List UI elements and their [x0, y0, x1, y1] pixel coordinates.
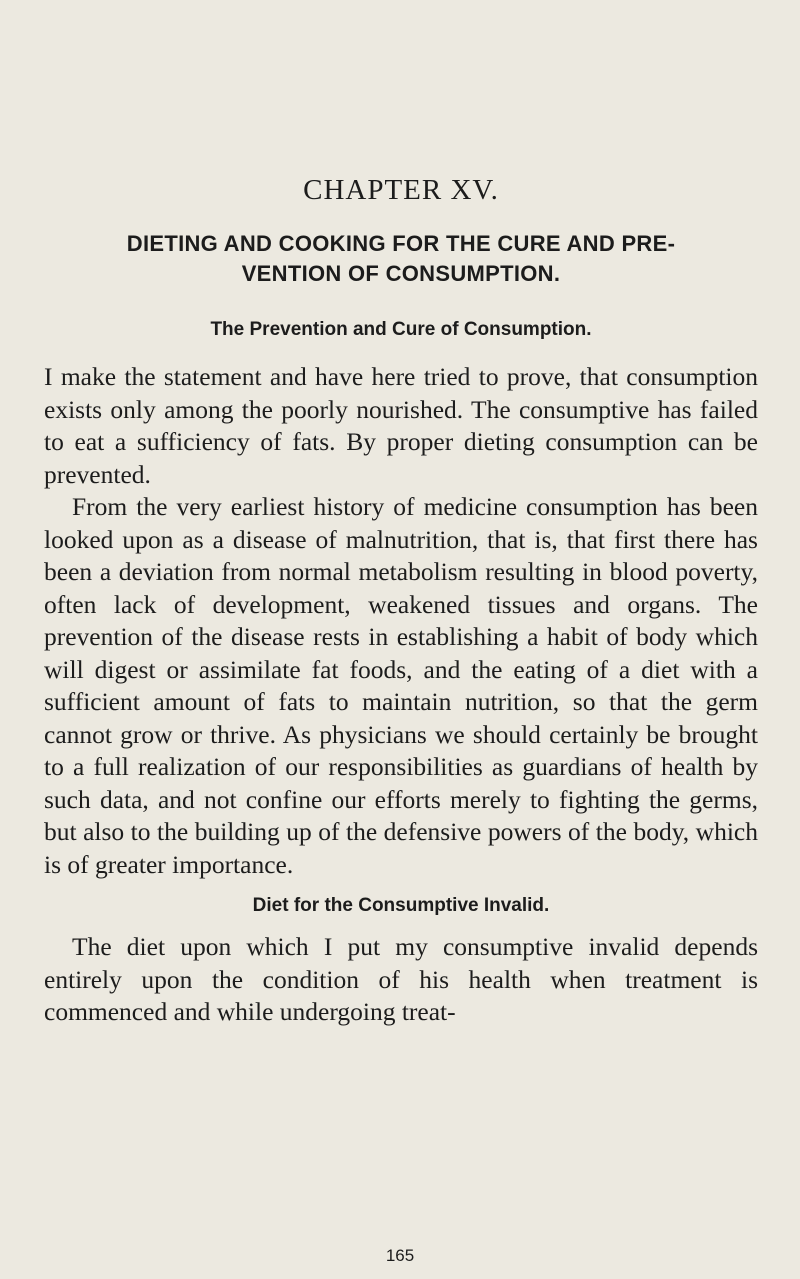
paragraph-statement: I make the statement and have here tried to prove, that consumption exists only among the poorly nourished. The consumptive has failed to eat a sufficiency of fats. By proper dieting consumption can be prevented.: [44, 362, 758, 489]
chapter-title-line-2: VENTION OF CONSUMPTION.: [241, 261, 561, 286]
chapter-heading: CHAPTER XV.: [303, 174, 499, 206]
chapter-title: [44, 229, 758, 289]
paragraph-diet: The diet upon which I put my consumptive invalid depends entirely upon the condition of his health when treatment is commenced and while undergoing treat-: [44, 932, 758, 1026]
chapter-title-line-1: DIETING AND COOKING FOR THE CURE AND PRE-: [126, 231, 676, 256]
section-heading-diet: Diet for the Consumptive Invalid.: [252, 895, 550, 916]
paragraph-history: From the very earliest history of medicine consumption has been looked upon as a disease of malnutrition, that is, that first there has been a deviation from normal metabolism resulting in blood poverty, often lack of development, weakened tissues and organs. The prevention of the disease rests in establishing a habit of body which will digest or assimilate fat foods, and the eating of a diet with a sufficient amount of fats to maintain nutrition, so that the germ cannot grow or thrive. As physicians we should certainly be brought to a full realization of our responsibilities as guardians of health by such data, and not confine our efforts merely to fighting the germs, but also to the building up of the defensive powers of the body, which is of greater importance.: [44, 492, 758, 879]
section-heading-prevention: The Prevention and Cure of Consumption.: [210, 319, 592, 340]
page-number: 165: [385, 1246, 415, 1265]
